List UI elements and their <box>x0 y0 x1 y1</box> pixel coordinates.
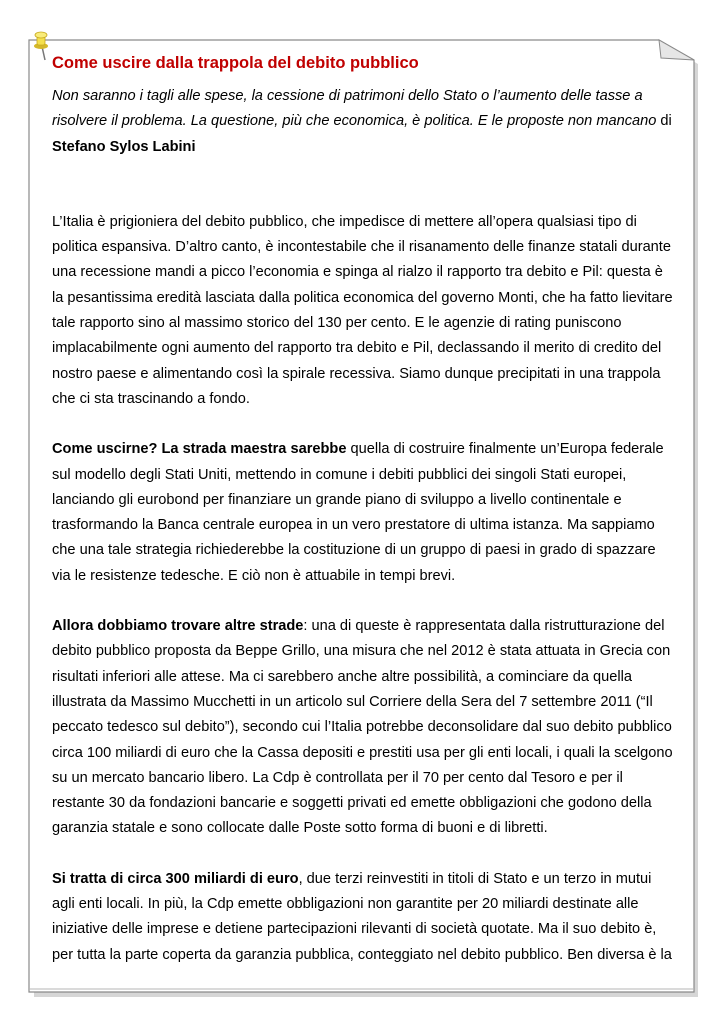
article <box>52 49 674 993</box>
paragraph-text: quella di costruire finalmente un’Europa federale sul modello degli Stati Uniti, mettendo in comune i debiti pubblici dei singoli Stati europei, lanciando gli eurobond per finanziare un grande piano di sviluppo a livello continentale e trasformando la Banca centrale europea in un vero prestatore di ultima istanza. Ma sappiamo che una tale strategia richiederebbe la costituzione di un gruppo di paesi in grado di spazzare via le resistenze tedesche. E ciò non è attuabile in tempi brevi. <box>52 441 664 584</box>
paragraph-1 <box>52 210 674 412</box>
paragraph-text: L’Italia è prigioniera del debito pubblico, che impedisce di mettere all’opera qualsiasi tipo di politica espansiva. D’altro canto, è incontestabile che il risanamento delle finanze statali durante una recessione mandi a picco l’economia e spinga al rialzo il rapporto tra debito e Pil: questa è la pesantissima eredità lasciata dalla politica economica del governo Monti, che ha fatto lievitare tale rapporto sino al massimo storico del 130 per cento. E le agenzie di rating puniscono implacabilmente ogni aumento del rapporto tra debito e Pil, declassando il merito di credito del nostro paese e alimentando così la spirale recessiva. Siamo dunque precipitati in una trappola che ci sta trascinando a fondo. <box>52 213 673 407</box>
paragraph-lead: Si tratta di circa 300 miliardi di euro <box>52 870 299 887</box>
paragraph-3 <box>52 614 674 842</box>
paragraph-text: : una di queste è rappresentata dalla ristrutturazione del debito pubblico proposta da Beppe Grillo, una misura che nel 2012 è stata attuata in Grecia con risultati inferiori alle attese. Ma ci sarebbero anche altre possibilità, a cominciare da quella illustrata da Massimo Mucchetti in un articolo sul Corriere della Sera del 7 settembre 2011 (“Il peccato tedesco sul debito”), secondo cui l’Italia potrebbe deconsolidare dal suo debito pubblico circa 100 miliardi di euro che la Cassa depositi e prestiti usa per gli enti locali, i quali la scelgono su un mercato bancario libero. La Cdp è controllata per il 70 per cento dal Tesoro e per il restante 30 da fondazioni bancarie e soggetti privati ed emette obbligazioni che godono della garanzia statale e sono collocate dalle Poste sotto forma di buoni e di libretti. <box>52 618 673 837</box>
paragraph-2 <box>52 437 674 589</box>
article-author: Stefano Sylos Labini <box>52 138 196 155</box>
paragraph-lead: Come uscirne? La strada maestra sarebbe <box>52 441 347 458</box>
paragraph-4 <box>52 867 674 968</box>
paragraph-lead: Allora dobbiamo trovare altre strade <box>52 618 304 635</box>
paragraph-text: , due terzi reinvestiti in titoli di Stato e un terzo in mutui agli enti locali. In più, la Cdp emette obbligazioni non garantite per 20 miliardi destinate alle iniziative delle imprese e detiene partecipazioni rilevanti di società quotate. Ma il suo debito è, per tutta la parte coperta da garanzia pubblica, conteggiato nel debito pubblico. Ben diversa è la <box>52 870 672 963</box>
subtitle-di: di <box>656 113 672 130</box>
article-subtitle <box>52 84 674 135</box>
subtitle-italic: Non saranno i tagli alle spese, la cessione di patrimoni dello Stato o l’aumento delle tasse a risolvere il problema. La questione, più che economica, è politica. E le proposte non mancano <box>52 88 657 130</box>
article-title: Come uscire dalla trappola del debito pubblico <box>52 54 419 72</box>
